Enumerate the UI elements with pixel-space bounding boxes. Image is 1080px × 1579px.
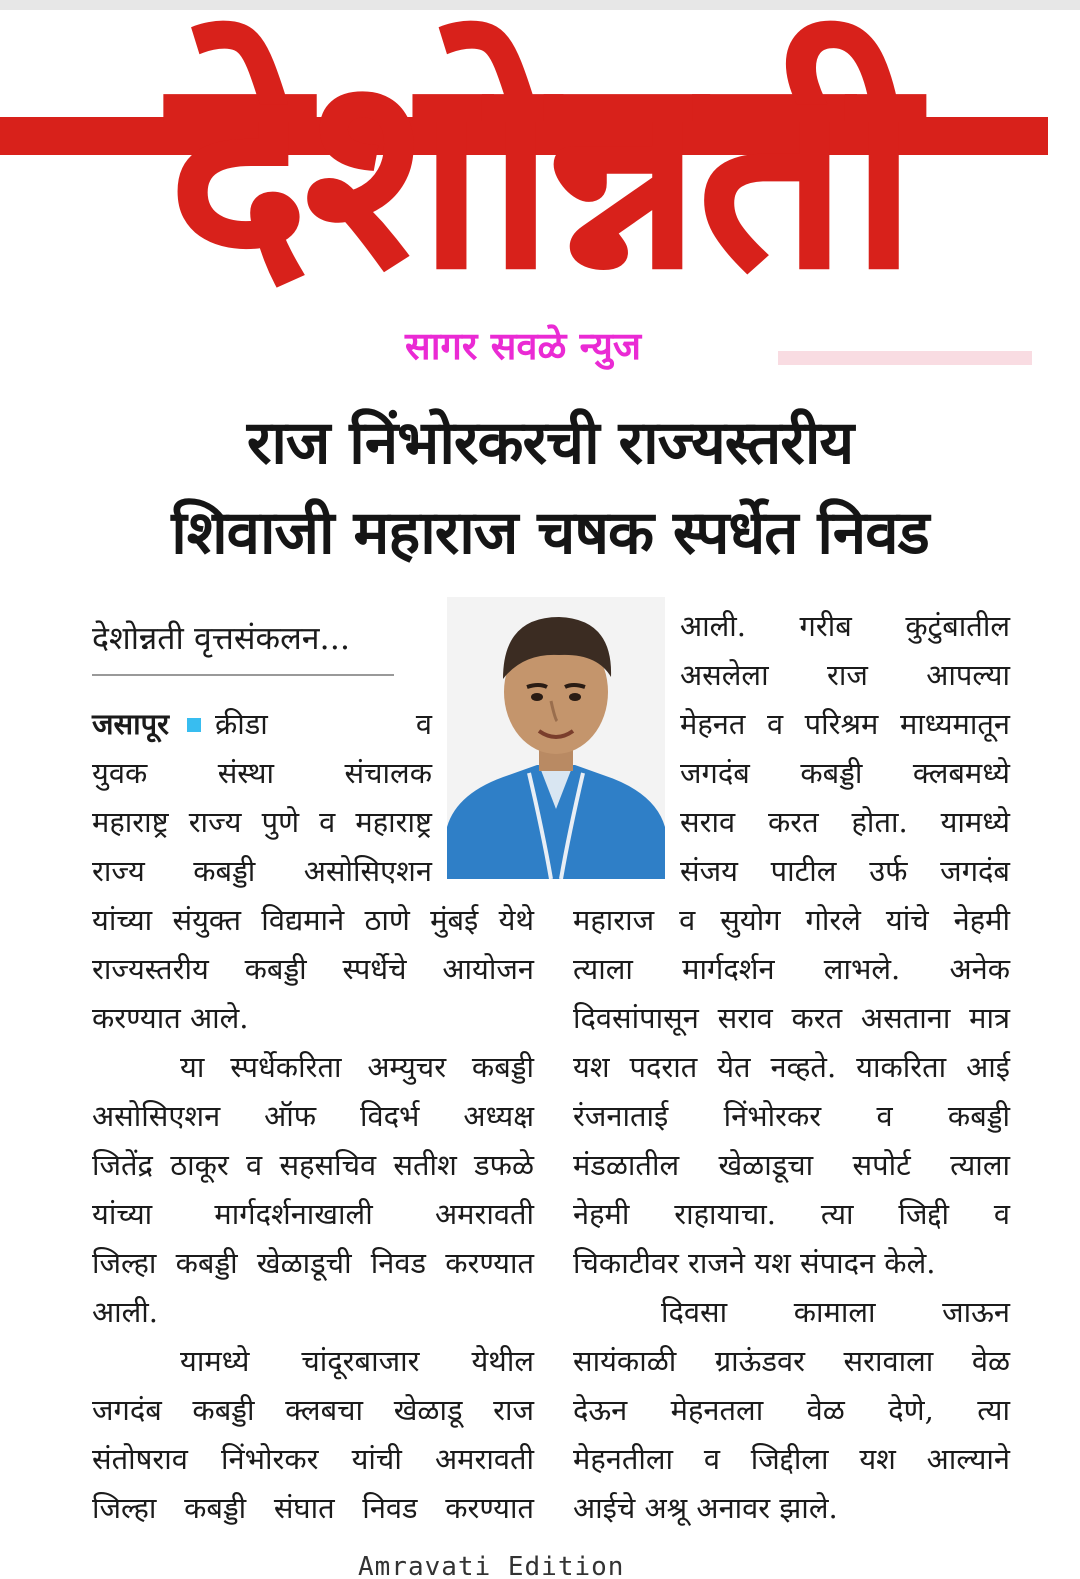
article-line: जितेंद्र ठाकूर व सहसचिव सतीश डफळे — [92, 1148, 534, 1182]
article-line: आली. गरीब कुटुंबातील — [680, 609, 1010, 643]
headline — [80, 398, 1020, 578]
byline-rule — [778, 351, 1032, 365]
article-line: जिल्हा कबड्डी संघात निवड करण्यात — [92, 1491, 534, 1525]
article-line: रंजनाताई निंभोरकर व कबड्डी — [573, 1099, 1010, 1133]
article-line: आईचे अश्रू अनावर झाले. — [573, 1491, 838, 1525]
square-marker-icon — [187, 718, 201, 732]
article-line: नेहमी राहायाचा. त्या जिद्दी व — [573, 1197, 1010, 1231]
article-line: जगदंब कबड्डी क्लबचा खेळाडू राज — [92, 1393, 534, 1427]
article-line: दिवसांपासून सराव करत असताना मात्र — [573, 1001, 1010, 1035]
byline: सागर सवळे न्युज — [405, 324, 642, 368]
article-line: संजय पाटील उर्फ जगदंब — [680, 854, 1010, 888]
article-line: दिवसा कामाला जाऊन — [661, 1295, 1010, 1329]
article-line: सायंकाळी ग्राऊंडवर सरावाला वेळ — [573, 1344, 1010, 1378]
headline-line-1: राज निंभोरकरची राज्यस्तरीय — [246, 408, 854, 478]
article-line: यांच्या संयुक्त विद्यमाने ठाणे मुंबई येथे — [92, 903, 534, 937]
article-line: जगदंब कबड्डी क्लबमध्ये — [680, 756, 1010, 790]
article-line: त्याला मार्गदर्शन लाभले. अनेक — [573, 952, 1010, 986]
edition-label: Amravati Edition — [358, 1552, 625, 1579]
article-line: असोसिएशन ऑफ विदर्भ अध्यक्ष — [92, 1099, 534, 1133]
headline-line-2: शिवाजी महाराज चषक स्पर्धेत निवड — [171, 498, 929, 568]
article-line: सराव करत होता. यामध्ये — [680, 805, 1010, 839]
article-line — [92, 700, 432, 749]
article-line: मंडळातील खेळाडूचा सपोर्ट त्याला — [573, 1148, 1010, 1182]
article-column-right-bottom — [573, 896, 1010, 1533]
article-line: यामध्ये चांदूरबाजार येथील — [180, 1344, 534, 1378]
article-line: असलेला राज आपल्या — [680, 658, 1010, 692]
place-name: जसापूर — [92, 707, 169, 741]
article-line: राज्यस्तरीय कबड्डी स्पर्धेचे आयोजन — [92, 952, 534, 986]
article-line: यांच्या मार्गदर्शनाखाली अमरावती — [92, 1197, 534, 1231]
article-line: जिल्हा कबड्डी खेळाडूची निवड करण्यात — [92, 1246, 534, 1280]
article-column-left-top — [92, 700, 432, 896]
article-line: संतोषराव निंभोरकर यांची अमरावती — [92, 1442, 534, 1476]
article-line: महाराष्ट्र राज्य पुणे व महाराष्ट्र — [92, 805, 432, 839]
portrait-photo — [447, 597, 665, 879]
article-line: चिकाटीवर राजने यश संपादन केले. — [573, 1246, 936, 1280]
article-line: या स्पर्धेकरिता अम्युचर कबड्डी — [180, 1050, 534, 1084]
portrait-illustration — [447, 597, 665, 879]
article-line: राज्य कबड्डी असोसिएशन — [92, 854, 432, 888]
article-line: करण्यात आले. — [92, 1001, 249, 1035]
article-line: मेहनतीला व जिद्दीला यश आल्याने — [573, 1442, 1010, 1476]
article-text: क्रीडा व — [214, 707, 432, 741]
article-line: यश पदरात येत नव्हते. याकरिता आई — [573, 1050, 1010, 1084]
article-line: देऊन मेहनतला वेळ देणे, त्या — [573, 1393, 1010, 1427]
article-line: युवक संस्था संचालक — [92, 756, 432, 790]
article-column-left-bottom — [92, 896, 534, 1533]
article-line: आली. — [92, 1295, 159, 1329]
newspaper-masthead: देशोन्नती — [167, 17, 913, 329]
article-column-right-top — [680, 602, 1010, 896]
dateline-rule — [92, 674, 394, 676]
dateline: देशोन्नती वृत्तसंकलन... — [92, 619, 351, 657]
article-line: मेहनत व परिश्रम माध्यमातून — [680, 707, 1010, 741]
article-line: महाराज व सुयोग गोरले यांचे नेहमी — [573, 903, 1010, 937]
